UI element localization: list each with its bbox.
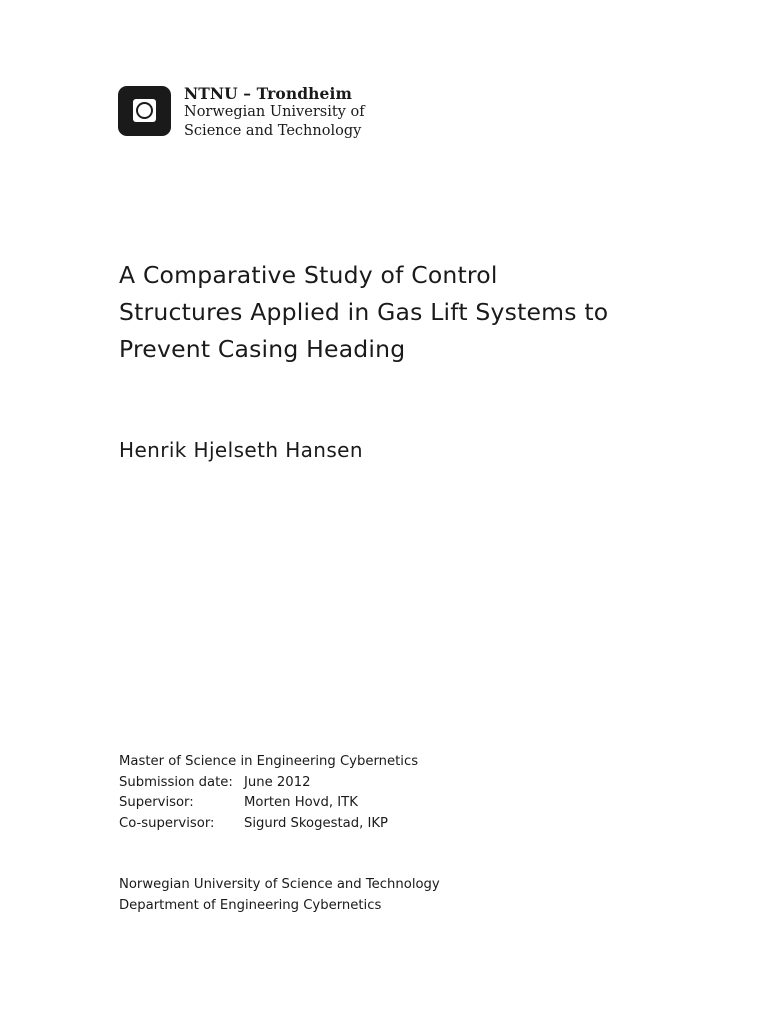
logo-line-1: NTNU – Trondheim	[184, 84, 352, 103]
university-logo	[118, 86, 365, 141]
logo-text	[184, 84, 365, 141]
author-name: Henrik Hjelseth Hansen	[119, 438, 363, 462]
logo-line-2: Norwegian University of	[184, 104, 365, 120]
cosupervisor-label: Co-supervisor:	[119, 816, 215, 832]
submission-date-value: June 2012	[244, 774, 311, 790]
degree-row	[119, 752, 418, 773]
institution-block	[119, 875, 440, 916]
thesis-details	[119, 752, 418, 835]
supervisor-value: Morten Hovd, ITK	[244, 795, 358, 811]
supervisor-row	[119, 793, 418, 814]
institution-name: Norwegian University of Science and Technology	[119, 877, 440, 892]
department-name: Department of Engineering Cybernetics	[119, 897, 382, 913]
title-line-2: Structures Applied in Gas Lift Systems to	[119, 298, 609, 326]
degree-text: Master of Science in Engineering Cybernetics	[119, 754, 419, 769]
submission-date-label: Submission date:	[119, 774, 233, 790]
supervisor-label: Supervisor:	[119, 795, 194, 811]
title-line-1: A Comparative Study of Control	[119, 261, 498, 289]
submission-date-row	[119, 773, 418, 794]
logo-line-3: Science and Technology	[184, 123, 362, 139]
ntnu-logo-icon	[118, 86, 171, 136]
cosupervisor-value: Sigurd Skogestad, IKP	[244, 816, 388, 832]
thesis-title	[119, 257, 719, 368]
title-line-3: Prevent Casing Heading	[119, 335, 406, 363]
cosupervisor-row	[119, 814, 418, 835]
